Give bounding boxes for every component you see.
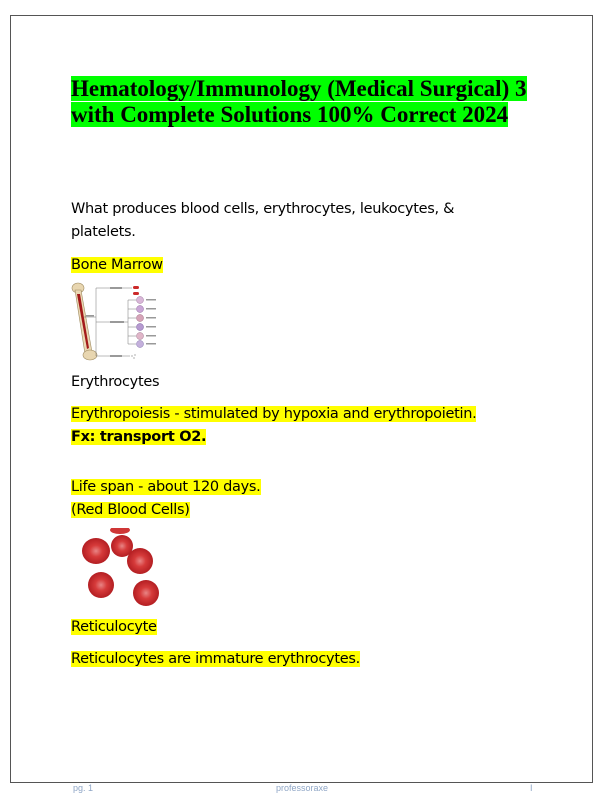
question-blood-cells: What produces blood cells, erythrocytes, leukocytes, & platelets. [71, 201, 455, 240]
footer-right-mark: I [530, 783, 533, 793]
document-title: Hematology/Immunology (Medical Surgical) 3 with Complete Solutions 100% Correct 2024 [71, 76, 527, 127]
answer-bone-marrow: Bone Marrow [71, 257, 163, 273]
reticulocyte-definition: Reticulocytes are immature erythrocytes. [71, 651, 360, 667]
femur-illustration [72, 283, 97, 360]
footer-page-number: pg. 1 [73, 783, 94, 793]
lifespan-text: Life span - about 120 days. [71, 479, 261, 495]
red-blood-cells-image [74, 528, 166, 608]
erythropoiesis-text: Erythropoiesis - stimulated by hypoxia and erythropoietin. [71, 406, 477, 422]
section-erythrocytes: Erythrocytes [71, 374, 160, 390]
bone-marrow-diagram-image [70, 282, 165, 362]
footer-author: professoraxe [276, 783, 329, 793]
reticulocyte-heading: Reticulocyte [71, 619, 157, 635]
erythrocyte-function: Fx: transport O2. [71, 429, 207, 445]
red-blood-cells-label: (Red Blood Cells) [71, 502, 190, 518]
